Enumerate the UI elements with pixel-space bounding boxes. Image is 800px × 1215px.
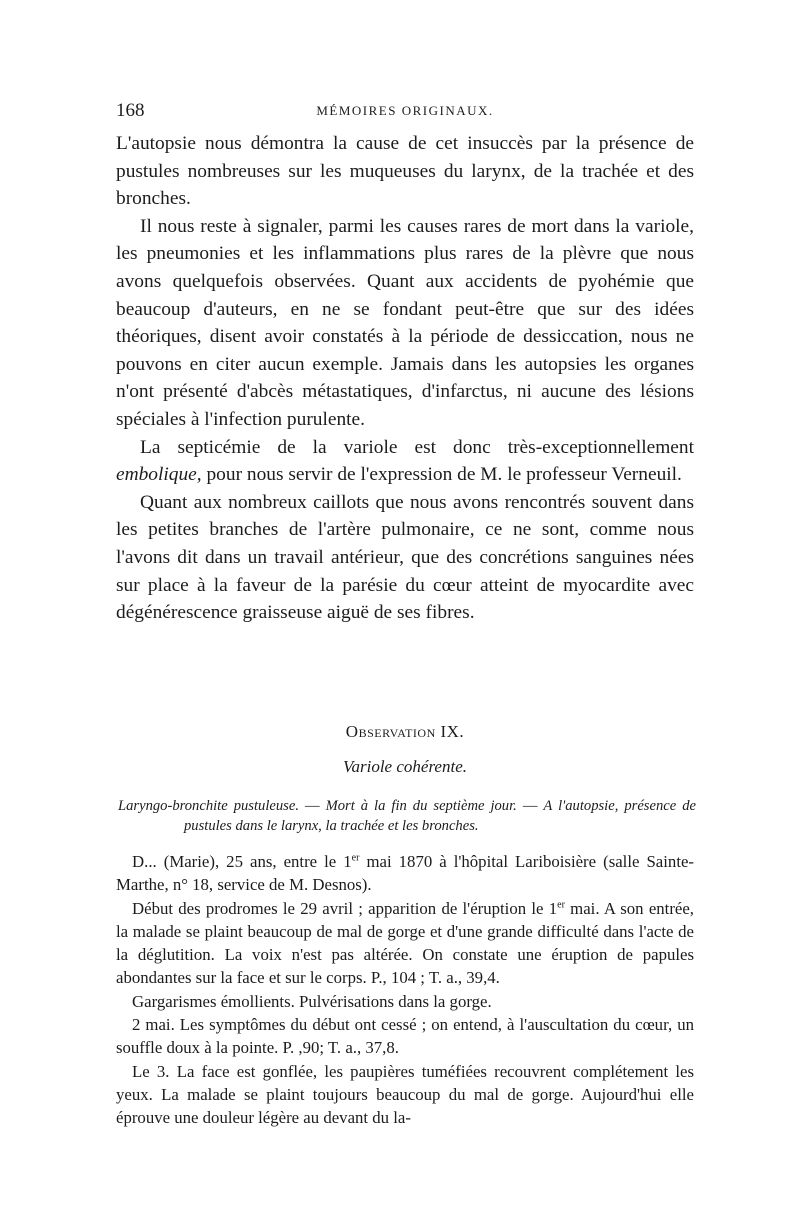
- case-text: mai 1870 à l'hôpital Lariboisière (salle Sainte-Marthe, n° 18, service de M. Desnos).: [116, 852, 695, 895]
- observation-summary: [118, 796, 696, 836]
- observation-title: Observation IX.: [345, 722, 465, 741]
- summary-autopsy: A l'autopsie, présence de pustules dans le larynx, la trachée et les bronches.: [184, 798, 696, 834]
- case-paragraph: [116, 897, 694, 990]
- case-paragraph: [116, 850, 694, 897]
- superscript: er: [351, 852, 360, 864]
- emphasis-text: embolique,: [116, 464, 202, 486]
- case-text: mai. A son entrée, la malade se plaint beaucoup de mal de gorge et d'une grande difficulté dans l'acte de la déglutition. La voix n'est pas altérée. On constate une éruption de papules abondantes sur la face et sur le corps. P., 104 ; T. a., 39,4.: [116, 898, 694, 988]
- page-header: [116, 100, 694, 126]
- superscript: er: [557, 899, 565, 910]
- paragraph: L'autopsie nous démontra la cause de cet insuccès par la présence de pustules nombreuses sur les muqueuses du larynx, de la trachée et des bronches.: [116, 133, 694, 210]
- case-report: [116, 850, 694, 1130]
- paragraph: Quant aux nombreux caillots que nous avons rencontrés souvent dans les petites branches de l'artère pulmonaire, ce ne sont, comme nous l'avons dit dans un travail antérieur, que des concrétions sanguines nées sur place à la faveur de la parésie du cœur atteint de myocardite avec dégénérescence graisseuse aiguë de ses fibres.: [116, 491, 694, 624]
- paragraph-text: pour nous servir de l'expression de M. le professeur Verneuil.: [206, 464, 682, 486]
- case-text: D... (Marie), 25 ans, entre le 1: [132, 852, 352, 871]
- observation-subtitle: Variole cohérente.: [343, 757, 467, 776]
- paragraph: [116, 434, 694, 489]
- summary-separator: —: [298, 798, 326, 814]
- summary-diagnosis: Laryngo-bronchite pustuleuse.: [118, 798, 299, 814]
- running-head: MÉMOIRES ORIGINAUX.: [316, 103, 494, 118]
- main-text: [116, 130, 694, 627]
- summary-outcome: Mort à la fin du septième jour.: [325, 798, 517, 814]
- page-number: 168: [116, 100, 145, 121]
- case-paragraph: Le 3. La face est gonflée, les paupières tuméfiées recouvrent complétement les yeux. La malade se plaint toujours beaucoup du mal de gorge. Aujourd'hui elle éprouve une douleur légère au devant du la-: [116, 1061, 694, 1128]
- paragraph: Il nous reste à signaler, parmi les causes rares de mort dans la variole, les pneumonies et les inflammations plus rares de la plèvre que nous avons quelquefois observées. Quant aux accidents de pyohémie que beaucoup d'auteurs, en ne se fondant peut-être que sur des idées théoriques, disent avoir constatés à la période de dessiccation, nous ne pouvons en citer aucun exemple. Jamais dans les autopsies les organes n'ont présenté d'abcès métastatiques, d'infarctus, ni aucune des lésions spéciales à l'infection purulente.: [116, 215, 694, 430]
- case-text: Début des prodromes le 29 avril ; apparition de l'éruption le 1: [132, 898, 558, 918]
- case-paragraph: 2 mai. Les symptômes du début ont cessé ; on entend, à l'auscultation du cœur, un souffle doux à la pointe. P. ,90; T. a., 37,8.: [116, 1015, 694, 1058]
- paragraph-text: La septicémie de la variole est donc très-exceptionnellement: [140, 436, 694, 458]
- case-paragraph: Gargarismes émollients. Pulvérisations dans la gorge.: [132, 991, 492, 1011]
- summary-separator: —: [516, 798, 544, 814]
